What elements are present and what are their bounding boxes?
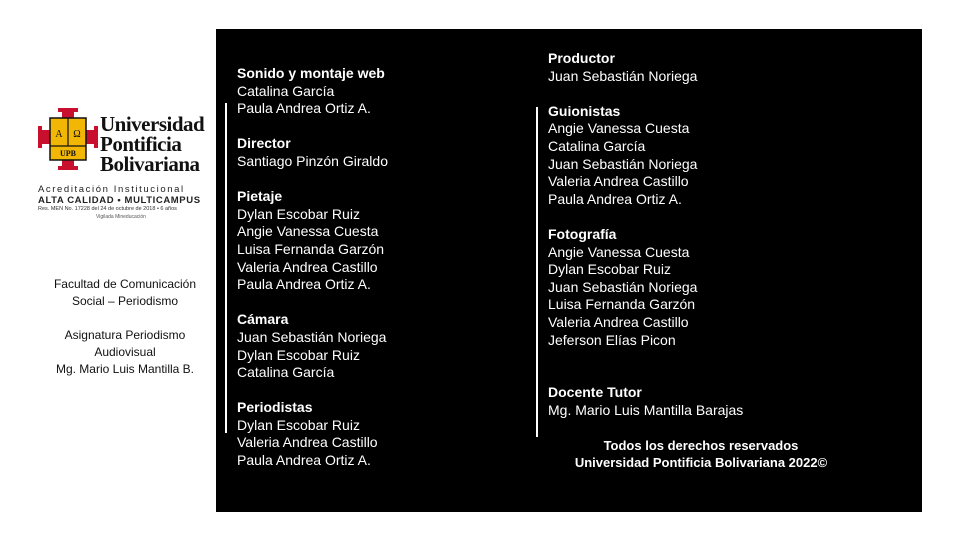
university-name [100,114,204,174]
copyright-line: Todos los derechos reservados [603,438,799,453]
credit-name: Juan Sebastián Noriega [548,155,698,172]
credit-name: Catalina García [237,82,335,99]
left-divider-line [225,103,227,433]
credit-title: Sonido y montaje web [237,65,385,81]
credit-title: Pietaje [237,188,283,205]
credit-name: Luisa Fernanda Garzón [237,240,385,257]
accreditation-line: Acreditación Institucional [38,184,185,195]
faculty-line: Facultad de Comunicación [53,277,197,291]
credit-name: Angie Vanessa Cuesta [548,243,690,260]
credit-title: Docente Tutor [548,384,642,401]
crest-icon [38,108,98,170]
credit-name: Valeria Andrea Castillo [548,173,689,190]
course-line: Asignatura Periodismo [64,328,186,342]
accreditation-resolution: Res. MEN No. 17228 del 24 de octubre de 2018 • 6 años [38,206,177,212]
right-divider-line [536,107,538,437]
university-name-line: Universidad [100,112,205,136]
credit-name: Juan Sebastián Noriega [237,328,387,345]
credit-name: Dylan Escobar Ruiz [237,416,360,433]
faculty-line: Social – Periodismo [71,294,179,308]
credit-name: Dylan Escobar Ruiz [237,205,360,222]
credit-title: Cámara [237,311,289,328]
credit-name: Juan Sebastián Noriega [548,67,698,84]
credit-title: Productor [548,50,615,66]
credit-name: Catalina García [548,137,646,154]
credit-name: Santiago Pinzón Giraldo [237,152,388,169]
professor-line: Mg. Mario Luis Mantilla B. [55,362,195,376]
accreditation-block [38,184,214,220]
credit-title: Fotografía [548,225,617,242]
course-line: Audiovisual [94,345,156,359]
credit-name: Valeria Andrea Castillo [548,313,689,330]
credits-left-column [237,65,388,470]
credits-panel [216,29,922,512]
crest-letters-upb: UPB [60,149,76,158]
credit-name: Paula Andrea Ortiz A. [237,276,371,293]
credit-name: Juan Sebastián Noriega [548,278,698,295]
faculty-info [30,276,220,378]
credit-name: Paula Andrea Ortiz A. [548,190,682,207]
credit-title: Periodistas [237,399,313,416]
credit-name: Mg. Mario Luis Mantilla Barajas [548,401,744,418]
credits-right-column [548,50,743,419]
upb-logo [36,104,216,224]
crest-letter-omega: Ω [73,129,81,140]
credit-name: Valeria Andrea Castillo [237,434,378,451]
credit-title: Director [237,135,291,152]
university-name-line: Pontificia [100,132,182,156]
accreditation-quality: ALTA CALIDAD • MULTICAMPUS [38,195,201,206]
credit-name: Paula Andrea Ortiz A. [237,452,371,469]
accreditation-vigilada: Vigilada Mineducación [96,214,146,220]
credit-name: Jeferson Elías Picon [548,331,676,348]
credit-name: Angie Vanessa Cuesta [237,223,379,240]
credit-name: Angie Vanessa Cuesta [548,120,690,137]
university-name-line: Bolivariana [100,152,200,176]
credit-name: Dylan Escobar Ruiz [237,346,360,363]
credit-name: Luisa Fernanda Garzón [548,296,696,313]
credit-name: Valeria Andrea Castillo [237,258,378,275]
credit-title: Guionistas [548,102,621,119]
crest-letter-alpha: A [55,129,63,140]
credit-name: Paula Andrea Ortiz A. [237,100,371,117]
copyright-notice [556,437,846,471]
credit-name: Catalina García [237,364,335,381]
copyright-line: Universidad Pontificia Bolivariana 2022© [574,455,828,470]
credit-name: Dylan Escobar Ruiz [548,261,671,278]
